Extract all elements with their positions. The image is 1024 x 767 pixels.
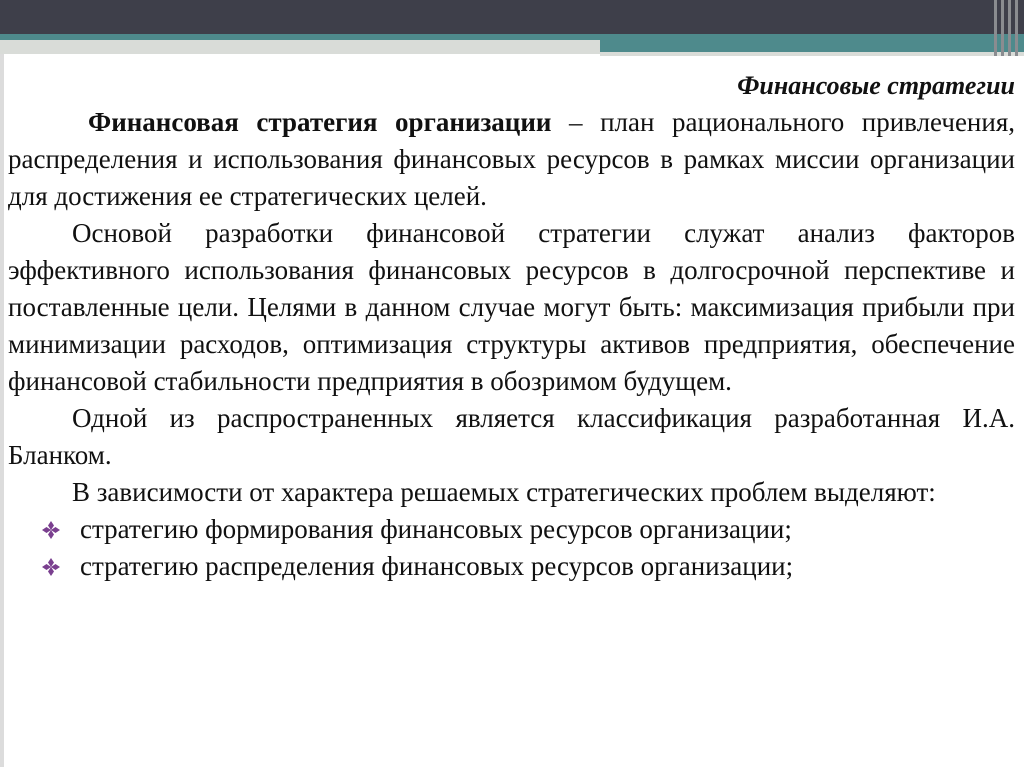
header-light-band [0, 40, 600, 54]
four-diamond-bullet-icon [42, 558, 60, 576]
list-item [42, 511, 1015, 548]
paragraph-intro-list: В зависимости от характера решаемых стратегических проблем выделяют: [72, 477, 936, 507]
header-dark-band [0, 0, 1024, 34]
term-dash: – [551, 107, 601, 137]
slide-title: Финансовые стратегии [737, 71, 1015, 100]
list-item [42, 548, 1015, 585]
header-teal-band-right [600, 40, 1024, 52]
list-item-text: стратегию формирования финансовых ресурсов организации; [80, 514, 792, 544]
strategy-list [8, 511, 1015, 585]
slide-content [8, 64, 1015, 585]
paragraph-basis: Основой разработки финансовой стратегии служат анализ факторов эффективного использования финансовых ресурсов в долгосрочной перспективе и поставленные цели. Целями в данном случае могут быть: максимизация прибыли при минимизации расходов, оптимизация структуры активов предприятия, обеспечение финансовой стабильности предприятия в обозримом будущем. [8, 218, 1015, 396]
left-border-bar [0, 54, 4, 767]
paragraph-classification: Одной из распространенных является классификация разработанная И.А. Бланком. [8, 403, 1015, 470]
paragraph-definition [8, 104, 1015, 215]
definition-text: план рационального привлечения, распределения и использования финансовых ресурсов в рамках миссии организации для достижения ее стратегических целей. [8, 107, 1015, 211]
defined-term: Финансовая стратегия организации [88, 107, 552, 137]
four-diamond-bullet-icon [42, 521, 60, 539]
list-item-text: стратегию распределения финансовых ресурсов организации; [80, 551, 794, 581]
header-light-band-right [600, 52, 1024, 56]
header-stripes [990, 0, 1024, 56]
